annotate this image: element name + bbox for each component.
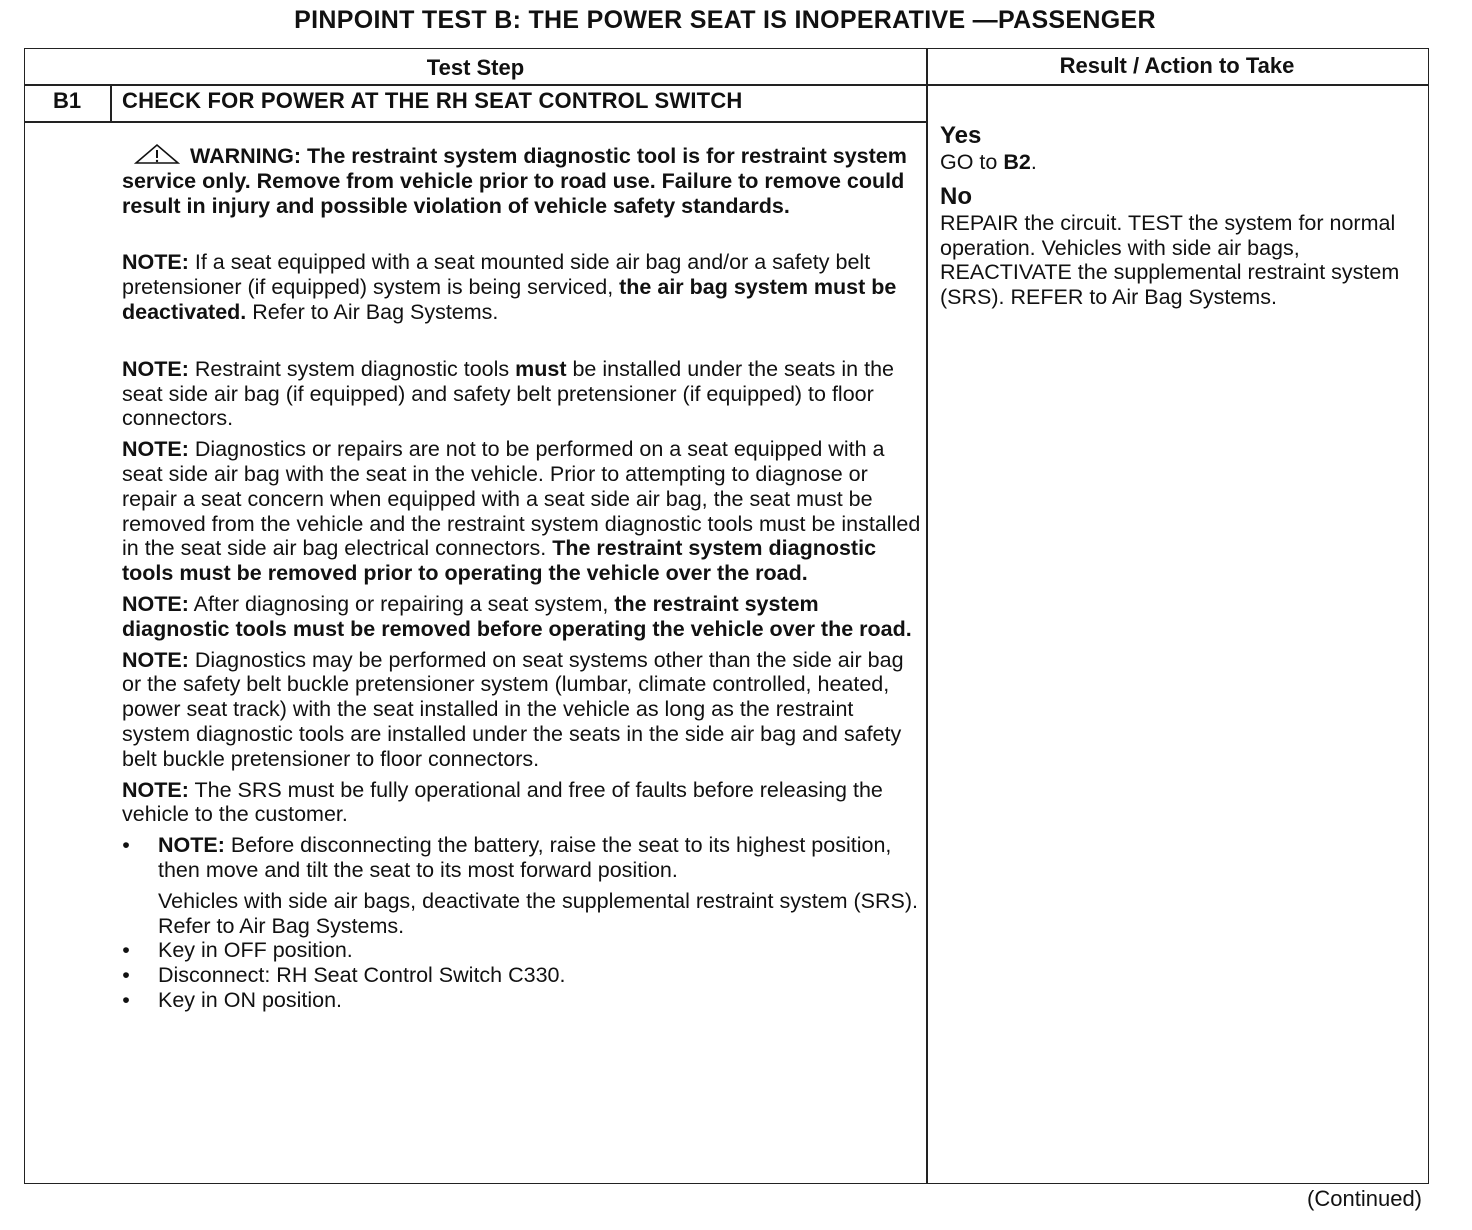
bullet: • xyxy=(122,963,130,988)
step-id-divider xyxy=(110,84,112,122)
continued-note: (Continued) xyxy=(1307,1186,1422,1211)
step-instructions xyxy=(122,143,922,1013)
list-item: • Key in ON position. xyxy=(122,987,343,1012)
step-title: CHECK FOR POWER AT THE RH SEAT CONTROL SWITCH xyxy=(122,88,743,113)
note-seat-removal: NOTE: Diagnostics or repairs are not to be performed on a seat equipped with a seat side air bag with the seat in the vehicle. Prior to attempting to diagnose or repair a seat concern when equipped with a seat side air bag, the seat must be removed from the vehicle and the restraint system diagnostic tools must be installed in the seat side air bag electrical connectors. The restraint system diagnostic tools must be removed prior to operating the vehicle over the road. xyxy=(122,437,921,586)
yes-action: GO to B2. xyxy=(940,150,1037,174)
list-item: • Disconnect: RH Seat Control Switch C330. xyxy=(122,963,566,988)
step-id: B1 xyxy=(52,88,82,113)
bullet: • xyxy=(122,938,130,963)
warning-triangle-icon xyxy=(134,143,180,165)
column-divider xyxy=(926,48,928,1184)
no-label: No xyxy=(940,182,972,210)
note-srs-operational: NOTE: The SRS must be fully operational and free of faults before releasing the vehicle to the customer. xyxy=(122,777,883,827)
step-title-divider xyxy=(24,121,927,123)
bullet: • xyxy=(122,987,130,1012)
warning-text: The restraint system diagnostic tool is for restraint system service only. Remove from vehicle prior to road use. Failure to remove could result in injury and possible violation of vehicle safety standards. xyxy=(122,144,907,218)
note-diagnostic-tools: NOTE: Restraint system diagnostic tools must be installed under the seats in the seat side air bag (if equipped) and safety belt pretensioner (if equipped) to floor connectors. xyxy=(122,356,894,431)
result-header: Result / Action to Take xyxy=(1059,53,1295,78)
srs-deactivate-instruction: Vehicles with side air bags, deactivate the supplemental restraint system (SRS). Refer to Air Bag Systems. xyxy=(158,888,919,938)
note-airbag-deactivation: NOTE: If a seat equipped with a seat mounted side air bag and/or a safety belt pretensioner (if equipped) system is being serviced, the air bag system must be deactivated. Refer to Air Bag Systems. xyxy=(122,250,897,324)
list-item: • Key in OFF position. xyxy=(122,938,353,963)
no-action: REPAIR the circuit. TEST the system for normal operation. Vehicles with side air bags, REACTIVATE the supplemental restraint system (SRS). REFER to Air Bag Systems. xyxy=(940,210,1400,310)
procedure-list xyxy=(122,833,922,883)
header-divider xyxy=(24,84,1429,86)
note-remove-tools: NOTE: After diagnosing or repairing a seat system, the restraint system diagnostic tools must be removed before operating the vehicle over the road. xyxy=(122,591,912,641)
page-title: PINPOINT TEST B: THE POWER SEAT IS INOPERATIVE —PASSENGER xyxy=(294,6,1156,34)
yes-label: Yes xyxy=(940,122,982,149)
list-item: • NOTE: Before disconnecting the battery, raise the seat to its highest position, then move and tilt the seat to its most forward position. xyxy=(122,833,892,882)
procedure-steps xyxy=(122,938,922,1012)
warning-label: WARNING: xyxy=(190,144,302,168)
result-actions xyxy=(940,122,1410,310)
note-other-seat-systems: NOTE: Diagnostics may be performed on seat systems other than the side air bag or the safety belt buckle pretensioner system (lumbar, climate controlled, heated, power seat track) with the seat installed in the vehicle as long as the restraint system diagnostic tools are installed under the seats in the side air bag and safety belt buckle pretensioner to floor connectors. xyxy=(122,647,904,771)
bullet: • xyxy=(122,833,130,858)
test-step-header: Test Step xyxy=(426,55,525,80)
warning-paragraph xyxy=(122,143,922,218)
